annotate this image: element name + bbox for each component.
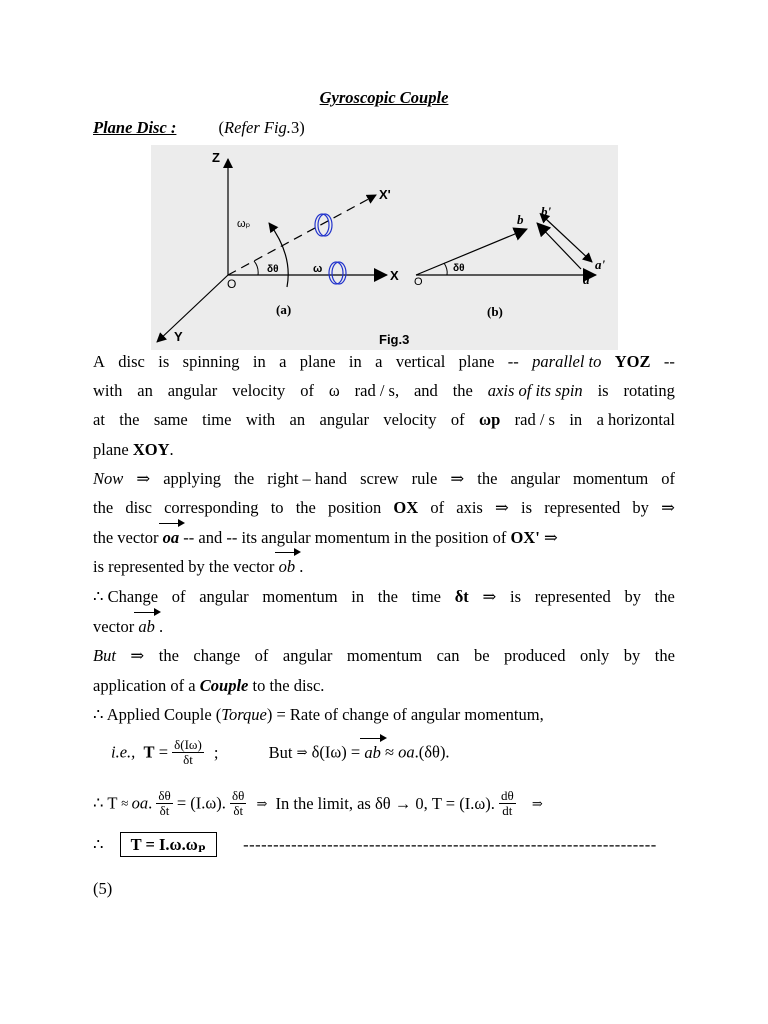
disc-upper <box>315 214 332 236</box>
para3-line1: ∴ Change of angular momentum in the time δt ⇒ is represented by the <box>93 587 675 606</box>
fraction-dtheta-dt-3: $\frac{d\theta}{dt}$ <box>500 788 514 818</box>
page-number: (5) <box>93 879 113 898</box>
para2-line3: the vector oa -- and -- its angular momentum in the position of OX' ⇒ <box>93 528 558 547</box>
label-a-prime: a' <box>595 257 606 272</box>
label-x-prime: X' <box>379 187 391 202</box>
label-omega-p: ωₚ <box>237 218 251 230</box>
refer-open: ( <box>218 118 225 137</box>
page-title: Gyroscopic Couple <box>319 88 449 107</box>
result-line: ∴ T = I.ω.ωₚ --------------------------------------------------------------------- <box>93 835 657 855</box>
para3-line2: vector ab . <box>93 617 164 636</box>
label-b-prime: b' <box>541 204 552 219</box>
vector-oa-text: oa <box>162 528 180 547</box>
label-x: X <box>390 268 399 283</box>
para5-line1: ∴ Applied Couple (Torque) = Rate of change of angular momentum, <box>93 705 544 724</box>
label-a: a <box>583 272 590 287</box>
vector-ob <box>416 229 527 275</box>
label-z: Z <box>212 150 220 165</box>
refer-text: Refer Fig. <box>224 118 291 137</box>
para4-line1: But ⇒ the change of angular momentum can be produced only by the <box>93 646 675 665</box>
label-y: Y <box>174 329 183 344</box>
para1-line3: at the same time with an angular velocity of ωp rad / s in a horizontal <box>93 410 675 429</box>
label-part-b: (b) <box>487 304 503 319</box>
label-b: b <box>517 212 524 227</box>
fraction-d-iw-dt: $\frac{\delta(I\omega)}{\delta t}$ <box>174 737 202 767</box>
equation-torque: i.e., T = $\frac{\delta(I\omega)}{\delta t}$ ; But ⇒ δ(Iω) = ab ≈ oa.(δθ). <box>111 737 450 767</box>
para1-line2: with an angular velocity of ω rad / s, and the axis of its spin is rotating <box>93 381 675 400</box>
figure-caption: Fig.3 <box>379 332 410 347</box>
label-o-b: O <box>414 276 423 288</box>
result-box: T = I.ω.ωₚ <box>120 832 217 857</box>
label-part-a: (a) <box>276 302 292 317</box>
para2-line4: is represented by the vector ob . <box>93 557 304 576</box>
equation-limit: ∴ T ≈ oa. $\frac{\delta\theta}{\delta t}$ = (I.ω). $\frac{\delta\theta}{\delta t}$ ⇒ In the limit, as δθ → 0, T = (I.ω). $\frac{d\theta}{dt}$ ⇒ <box>93 788 543 818</box>
para2-line1: Now ⇒ applying the right – hand screw rule ⇒ the angular momentum of <box>93 469 675 488</box>
para2-line2: the disc corresponding to the position OX of axis ⇒ is represented by ⇒ <box>93 498 675 517</box>
refer-number: 3) <box>290 118 305 137</box>
x-prime-axis <box>228 195 376 275</box>
fraction-dtheta-dt-2: $\frac{\delta\theta}{\delta t}$ <box>232 788 245 818</box>
section-label: Plane Disc : <box>93 118 177 137</box>
label-omega: ω <box>313 263 323 275</box>
vector-a-prime-b-prime <box>546 219 592 262</box>
vector-ob-text: ob <box>278 557 296 576</box>
label-delta-theta-a: δθ <box>267 264 279 275</box>
label-o: O <box>227 277 237 291</box>
fraction-dtheta-dt-1: $\frac{\delta\theta}{\delta t}$ <box>158 788 171 818</box>
vector-ab-text: ab <box>138 617 155 636</box>
disc-lower <box>329 262 346 284</box>
precession-arc <box>269 223 288 287</box>
para1-line1: A disc is spinning in a plane in a vertical plane -- parallel to YOZ -- <box>93 352 675 371</box>
para4-line2: application of a Couple to the disc. <box>93 676 325 695</box>
figure-diagram <box>151 145 618 350</box>
para1-line4: plane XOY. <box>93 440 174 459</box>
dashed-rule: --------------------------------------------------------------------- <box>243 835 657 854</box>
label-delta-theta-b: δθ <box>453 263 465 274</box>
y-axis <box>157 275 228 342</box>
subheading <box>93 118 305 138</box>
figure-3 <box>151 145 618 350</box>
